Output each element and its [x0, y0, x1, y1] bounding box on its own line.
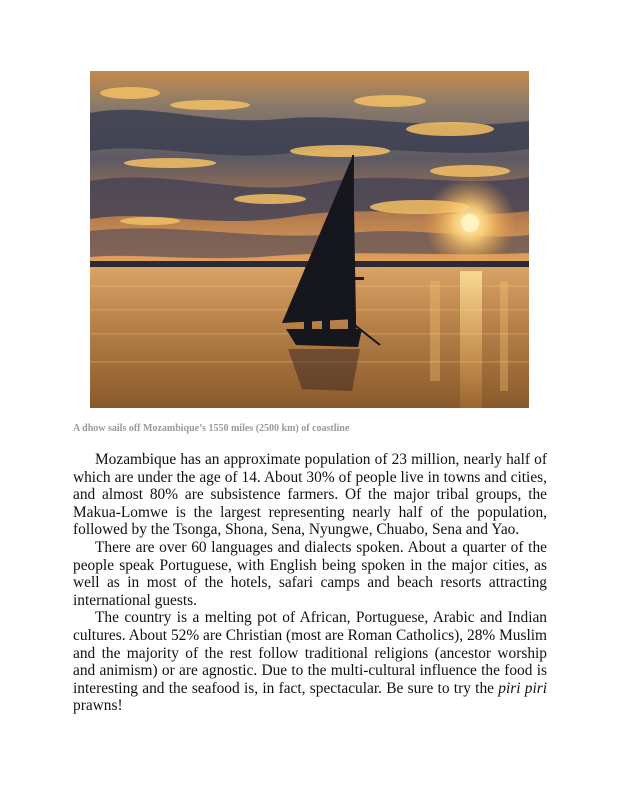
paragraph-cultures [73, 609, 547, 715]
sunset-dhow-illustration [90, 71, 529, 408]
article-body [73, 451, 547, 715]
paragraph-population: Mozambique has an approximate population of 23 million, nearly half of which are under the age of 14. About 30% of people live in towns and cities, and almost 80% are subsistence farmers. Of the major tribal groups, the Makua-Lomwe is the largest representing nearly half of the population, followed by the Tsonga, Shona, Sena, Nyungwe, Chuabo, Sena and Yao. [73, 451, 547, 539]
photo-caption: A dhow sails off Mozambique’s 1550 miles (2500 km) of coastline [73, 423, 350, 434]
paragraph-languages: There are over 60 languages and dialects spoken. About a quarter of the people speak Portuguese, with English being spoken in the major cities, as well as in most of the hotels, safari camps and beach resorts attracting international guests. [73, 538, 547, 609]
paragraph-cultures-text: The country is a melting pot of African, Portuguese, Arabic and Indian cultures. About 52% are Christian (most are Roman Catholics), 28% Muslim and the majority of the rest follow traditional religions (ancestor worship and animism) or are agnostic. Due to the multi-cultural influence the food is interesting and the seafood is, in fact, spectacular. Be sure to try the [73, 609, 547, 697]
piri-piri-emphasis: piri piri [498, 679, 547, 697]
dhow-sunset-photo [90, 71, 529, 408]
paragraph-cultures-end: prawns! [73, 697, 123, 715]
